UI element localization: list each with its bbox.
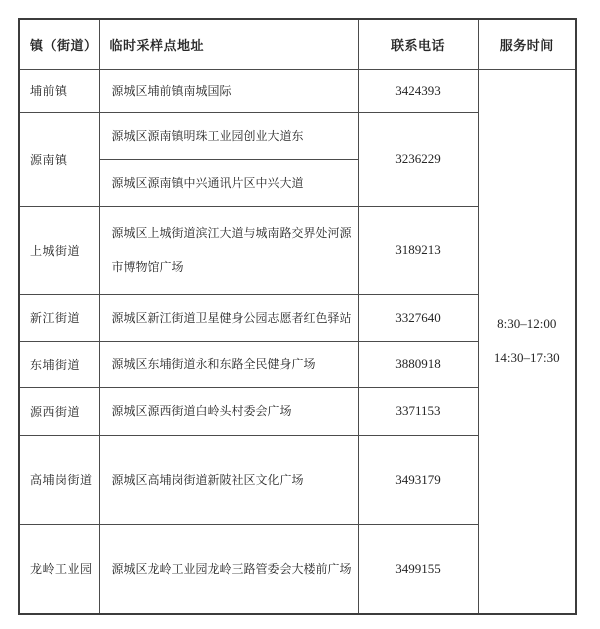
phone-cell: 3424393 bbox=[358, 69, 478, 112]
phone-cell: 3371153 bbox=[358, 387, 478, 435]
town-cell: 龙岭工业园 bbox=[19, 524, 99, 614]
sampling-points-table bbox=[18, 18, 577, 615]
table-row bbox=[19, 69, 576, 112]
service-time-cell bbox=[478, 69, 576, 614]
address-cell: 源城区源西街道白岭头村委会广场 bbox=[99, 387, 358, 435]
phone-cell: 3880918 bbox=[358, 341, 478, 387]
address-cell: 源城区东埔街道永和东路全民健身广场 bbox=[99, 341, 358, 387]
service-time-morning: 8:30–12:00 bbox=[497, 316, 557, 332]
town-cell: 高埔岗街道 bbox=[19, 435, 99, 524]
town-cell: 新江街道 bbox=[19, 294, 99, 341]
town-cell: 源南镇 bbox=[19, 112, 99, 206]
address-cell: 源城区源南镇中兴通讯片区中兴大道 bbox=[99, 159, 358, 206]
address-cell: 源城区源南镇明珠工业园创业大道东 bbox=[99, 112, 358, 159]
town-cell: 源西街道 bbox=[19, 387, 99, 435]
phone-cell: 3499155 bbox=[358, 524, 478, 614]
col-header-service-time: 服务时间 bbox=[478, 19, 576, 69]
col-header-phone: 联系电话 bbox=[358, 19, 478, 69]
phone-cell: 3236229 bbox=[358, 112, 478, 206]
col-header-town: 镇（街道） bbox=[19, 19, 99, 69]
col-header-address: 临时采样点地址 bbox=[99, 19, 358, 69]
header-row bbox=[19, 19, 576, 69]
town-cell: 上城街道 bbox=[19, 206, 99, 294]
phone-cell: 3327640 bbox=[358, 294, 478, 341]
address-cell: 源城区高埔岗街道新陂社区文化广场 bbox=[99, 435, 358, 524]
service-time-afternoon: 14:30–17:30 bbox=[493, 350, 560, 366]
phone-cell: 3493179 bbox=[358, 435, 478, 524]
town-cell: 东埔街道 bbox=[19, 341, 99, 387]
phone-cell: 3189213 bbox=[358, 206, 478, 294]
town-cell: 埔前镇 bbox=[19, 69, 99, 112]
address-cell: 源城区埔前镇南城国际 bbox=[99, 69, 358, 112]
address-cell: 源城区上城街道滨江大道与城南路交界处河源市博物馆广场 bbox=[99, 206, 358, 294]
address-cell: 源城区新江街道卫星健身公园志愿者红色驿站 bbox=[99, 294, 358, 341]
address-cell: 源城区龙岭工业园龙岭三路管委会大楼前广场 bbox=[99, 524, 358, 614]
